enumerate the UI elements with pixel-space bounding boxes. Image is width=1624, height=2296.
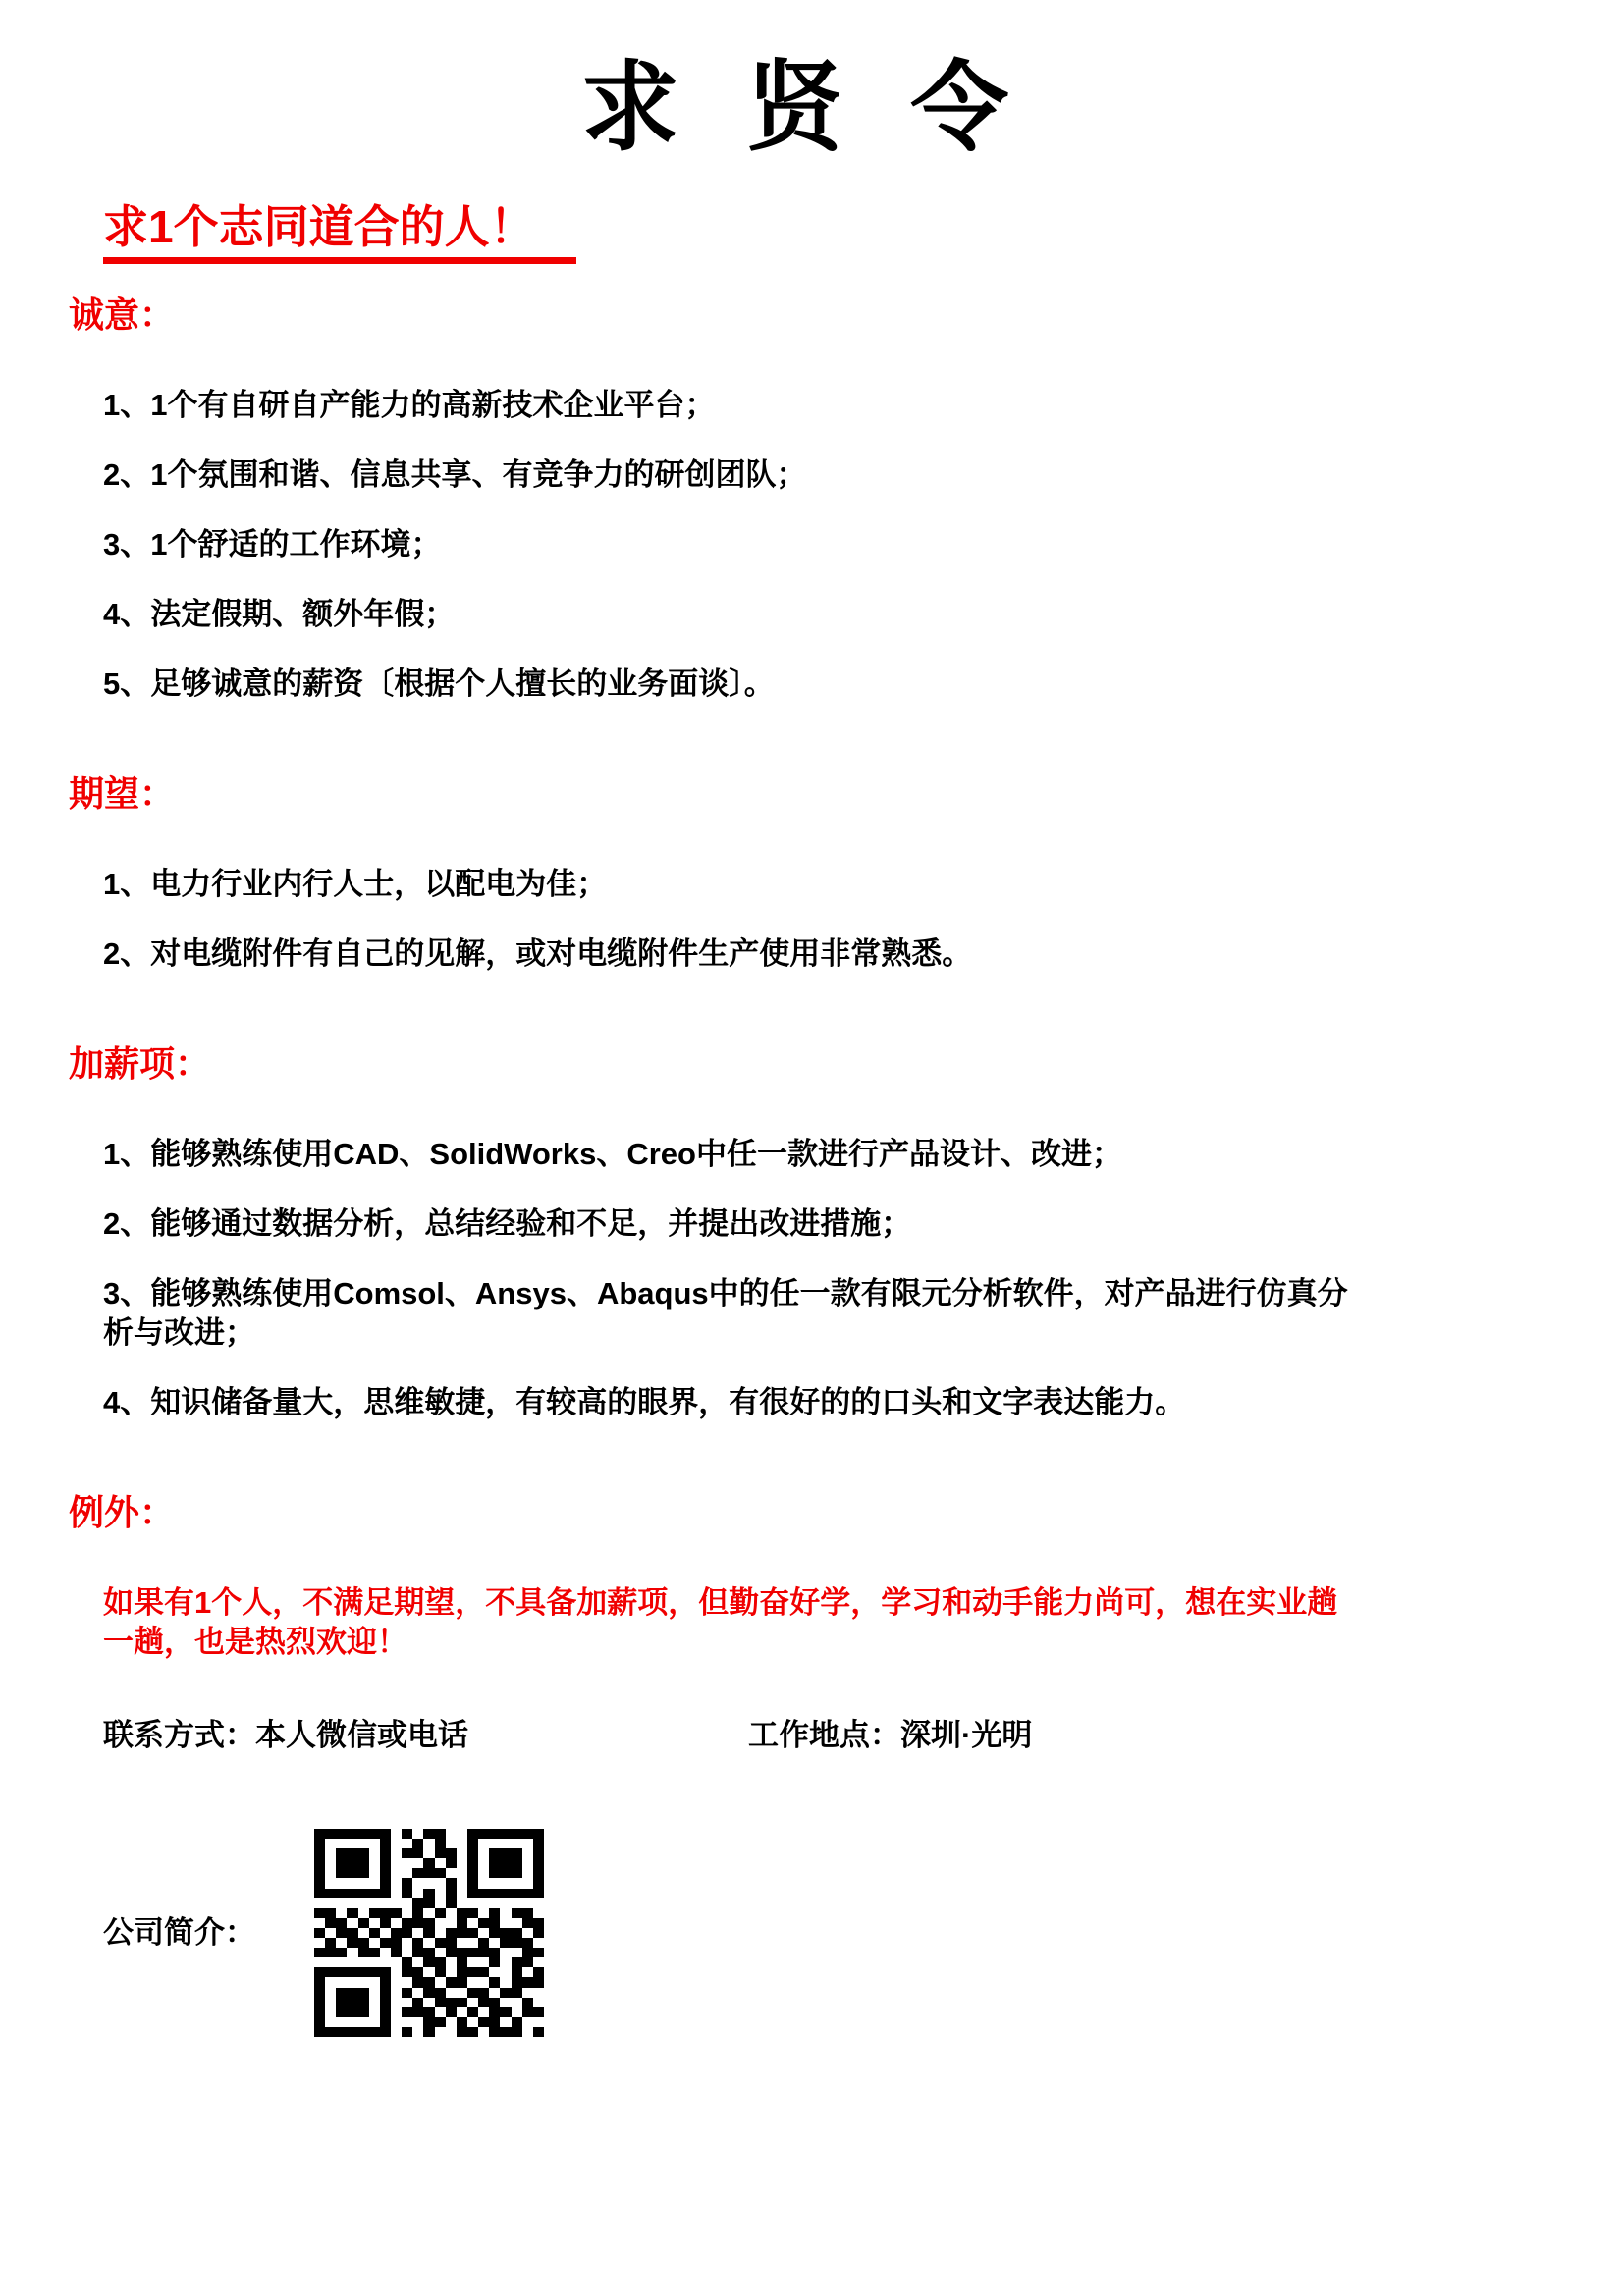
section-exception (69, 1491, 1531, 1662)
section-raise-items-heading: 加薪项： (69, 1043, 211, 1084)
list-item-line: 4、知识储备量大，思维敏捷，有较高的眼界，有很好的的口头和文字表达能力。 (103, 1385, 1186, 1419)
contact-method (103, 1716, 468, 1755)
section-raise-items-list (103, 1135, 1531, 1422)
subtitle: 求1个志同道合的人！ (103, 201, 576, 264)
section-expectations (69, 773, 1531, 974)
list-item-line: 2、对电缆附件有自己的见解，或对电缆附件生产使用非常熟悉。 (103, 936, 973, 971)
list-item (103, 1274, 1531, 1353)
list-item (103, 865, 1531, 904)
list-item-line: 1、电力行业内行人士，以配电为佳； (103, 867, 608, 901)
list-item-line: 3、1个舒适的工作环境； (103, 527, 442, 561)
list-item-line: 2、能够通过数据分析，总结经验和不足，并提出改进措施； (103, 1206, 912, 1241)
list-item (103, 665, 1531, 704)
list-item-line: 1、能够熟练使用CAD、SolidWorks、Creo中任一款进行产品设计、改进； (103, 1137, 1122, 1171)
exception-paragraph (103, 1583, 1531, 1662)
list-item-line: 析与改进； (103, 1315, 255, 1350)
list-item (103, 934, 1531, 974)
section-sincerity-items (103, 386, 1531, 704)
section-exception-heading: 例外： (69, 1492, 176, 1532)
list-item (103, 455, 1531, 495)
contact-method-value: 本人微信或电话 (255, 1718, 468, 1752)
list-item-line: 2、1个氛围和谐、信息共享、有竞争力的研创团队； (103, 457, 807, 492)
list-item-line: 1、1个有自研自产能力的高新技术企业平台； (103, 388, 716, 422)
list-item (103, 1204, 1531, 1244)
section-expectations-heading: 期望： (69, 774, 176, 814)
list-item (103, 386, 1531, 425)
exception-paragraph-line: 一趟，也是热烈欢迎！ (103, 1625, 407, 1659)
exception-paragraph-line: 如果有1个人，不满足期望，不具备加薪项，但勤奋好学，学习和动手能力尚可，想在实业趟 (103, 1585, 1338, 1620)
list-item (103, 1383, 1531, 1422)
list-item (103, 595, 1531, 634)
list-item-line: 4、法定假期、额外年假； (103, 597, 456, 631)
work-location-label: 工作地点： (748, 1718, 900, 1752)
company-intro-row (103, 1829, 1531, 2037)
section-exception-body (103, 1583, 1531, 1662)
section-raise-items (69, 1042, 1531, 1422)
section-sincerity-heading: 诚意： (69, 294, 176, 335)
list-item-line: 5、足够诚意的薪资〔根据个人擅长的业务面谈〕。 (103, 667, 775, 701)
contact-row (103, 1716, 1531, 1755)
contact-method-label: 联系方式： (103, 1718, 255, 1752)
list-item (103, 525, 1531, 564)
list-item-line: 3、能够熟练使用Comsol、Ansys、Abaqus中的任一款有限元分析软件，对产品进行仿真分 (103, 1276, 1348, 1310)
work-location-value: 深圳·光明 (900, 1718, 1033, 1752)
company-intro-label: 公司简介： (103, 1915, 255, 1949)
qr-code (314, 1829, 544, 2037)
list-item (103, 1135, 1531, 1174)
section-expectations-items (103, 865, 1531, 974)
work-location (748, 1716, 1032, 1755)
section-sincerity (69, 294, 1531, 704)
page-title: 求 贤 令 (580, 53, 1019, 163)
subtitle-row (103, 201, 1531, 264)
